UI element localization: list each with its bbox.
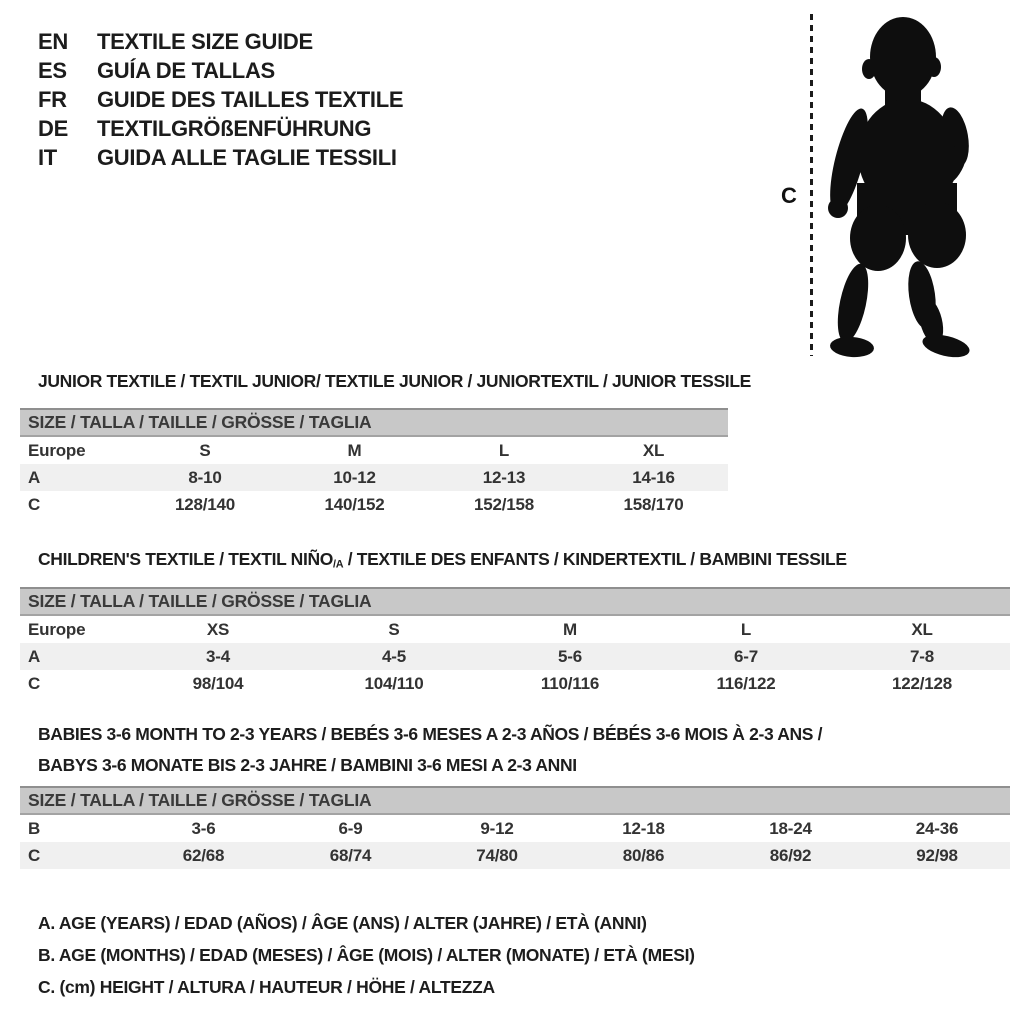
language-row — [38, 56, 403, 85]
legend-line-c: C. (cm) HEIGHT / ALTURA / HAUTEUR / HÖHE / ALTEZZA — [38, 977, 495, 997]
age-cell: 10-12 — [280, 464, 429, 491]
row-label: Europe — [28, 619, 86, 639]
height-cell: 104/110 — [364, 673, 424, 693]
table-row — [20, 670, 1010, 697]
table-row — [20, 814, 1010, 842]
language-code: DE — [38, 116, 68, 141]
language-row — [38, 27, 403, 56]
junior-section-title: JUNIOR TEXTILE / TEXTIL JUNIOR/ TEXTILE JUNIOR / JUNIORTEXTIL / JUNIOR TESSILE — [38, 371, 751, 391]
height-cell: 92/98 — [864, 842, 1010, 869]
age-cell: 4-5 — [306, 643, 482, 670]
language-title: GUÍA DE TALLAS — [97, 58, 275, 83]
age-cell: 5-6 — [482, 643, 658, 670]
table-row — [20, 643, 1010, 670]
row-label: Europe — [28, 440, 86, 460]
age-cell: 7-8 — [834, 643, 1010, 670]
age-cell: 8-10 — [130, 464, 280, 491]
size-cell: XL — [642, 440, 665, 460]
height-cell: 110/116 — [540, 673, 600, 693]
size-cell: M — [563, 619, 577, 639]
language-code: ES — [38, 58, 67, 83]
table-row — [20, 615, 1010, 643]
age-cell: 24-36 — [915, 818, 959, 838]
children-title-text: / TEXTILE DES ENFANTS / KINDERTEXTIL / BAMBINI TESSILE — [343, 549, 847, 569]
language-title: TEXTILE SIZE GUIDE — [97, 29, 313, 54]
children-section-title — [38, 549, 847, 571]
language-code: FR — [38, 87, 67, 112]
age-cell: 3-6 — [191, 818, 216, 838]
size-header: SIZE / TALLA / TAILLE / GRÖSSE / TAGLIA — [20, 787, 1010, 814]
size-cell: M — [347, 440, 362, 460]
age-cell: 9-12 — [480, 818, 514, 838]
height-cell: 152/158 — [473, 494, 535, 514]
babies-title-line1: BABIES 3-6 MONTH TO 2-3 YEARS / BEBÉS 3-6 MESES A 2-3 AÑOS / BÉBÉS 3-6 MOIS À 2-3 ANS / — [38, 724, 823, 744]
age-cell: 12-18 — [622, 818, 665, 838]
language-row — [38, 85, 403, 114]
legend-line-b: B. AGE (MONTHS) / EDAD (MESES) / ÂGE (MOIS) / ALTER (MONATE) / ETÀ (MESI) — [38, 945, 695, 965]
age-cell: 6-7 — [658, 643, 834, 670]
height-cell: 80/86 — [570, 842, 717, 869]
junior-size-table — [20, 408, 728, 518]
legend — [38, 907, 695, 1003]
height-marker-label: C — [781, 183, 797, 208]
language-row — [38, 143, 403, 172]
size-cell: L — [740, 619, 752, 639]
size-cell: L — [498, 440, 510, 460]
table-row — [20, 842, 1010, 869]
row-label: C — [28, 673, 41, 693]
age-cell: 14-16 — [579, 464, 728, 491]
children-title-subscript: /A — [333, 558, 344, 571]
table-row — [20, 491, 728, 518]
height-cell: 128/140 — [174, 494, 236, 514]
age-cell: 18-24 — [769, 818, 812, 838]
size-cell: S — [199, 440, 211, 460]
height-cell: 62/68 — [130, 842, 277, 869]
height-cell: 122/128 — [891, 673, 953, 693]
language-code: IT — [38, 145, 57, 170]
height-cell: 98/104 — [192, 673, 244, 693]
age-cell: 12-13 — [429, 464, 579, 491]
baby-silhouette-icon — [815, 5, 990, 365]
language-row — [38, 114, 403, 143]
table-row — [20, 436, 728, 464]
height-dotted-line — [810, 14, 813, 356]
row-label: A — [20, 464, 130, 491]
age-cell: 3-4 — [130, 643, 306, 670]
language-title: GUIDE DES TAILLES TEXTILE — [97, 87, 404, 112]
height-cell: 86/92 — [717, 842, 864, 869]
size-header: SIZE / TALLA / TAILLE / GRÖSSE / TAGLIA — [20, 409, 728, 436]
size-cell: XL — [911, 619, 933, 639]
language-title-list — [38, 27, 403, 172]
children-size-table — [20, 587, 1010, 697]
size-header: SIZE / TALLA / TAILLE / GRÖSSE / TAGLIA — [20, 588, 1010, 615]
row-label: C — [20, 842, 130, 869]
row-label: A — [20, 643, 130, 670]
row-label: C — [28, 494, 41, 514]
height-cell: 74/80 — [424, 842, 570, 869]
babies-title-line2: BABYS 3-6 MONATE BIS 2-3 JAHRE / BAMBINI 3-6 MESI A 2-3 ANNI — [38, 755, 577, 775]
children-title-text: CHILDREN'S TEXTILE / TEXTIL NIÑO — [38, 549, 334, 569]
legend-line-a: A. AGE (YEARS) / EDAD (AÑOS) / ÂGE (ANS) / ALTER (JAHRE) / ETÀ (ANNI) — [38, 913, 647, 933]
height-cell: 68/74 — [277, 842, 424, 869]
size-cell: S — [388, 619, 400, 639]
babies-size-table — [20, 786, 1010, 869]
language-code: EN — [38, 29, 68, 54]
height-cell: 116/122 — [716, 673, 776, 693]
row-label: B — [28, 818, 41, 838]
height-cell: 158/170 — [623, 494, 684, 514]
size-cell: XS — [206, 619, 230, 639]
language-title: GUIDA ALLE TAGLIE TESSILI — [97, 145, 397, 170]
babies-section-title — [38, 719, 822, 781]
age-cell: 6-9 — [338, 818, 363, 838]
height-cell: 140/152 — [324, 494, 385, 514]
language-title: TEXTILGRÖßENFÜHRUNG — [97, 116, 372, 141]
table-row — [20, 464, 728, 491]
